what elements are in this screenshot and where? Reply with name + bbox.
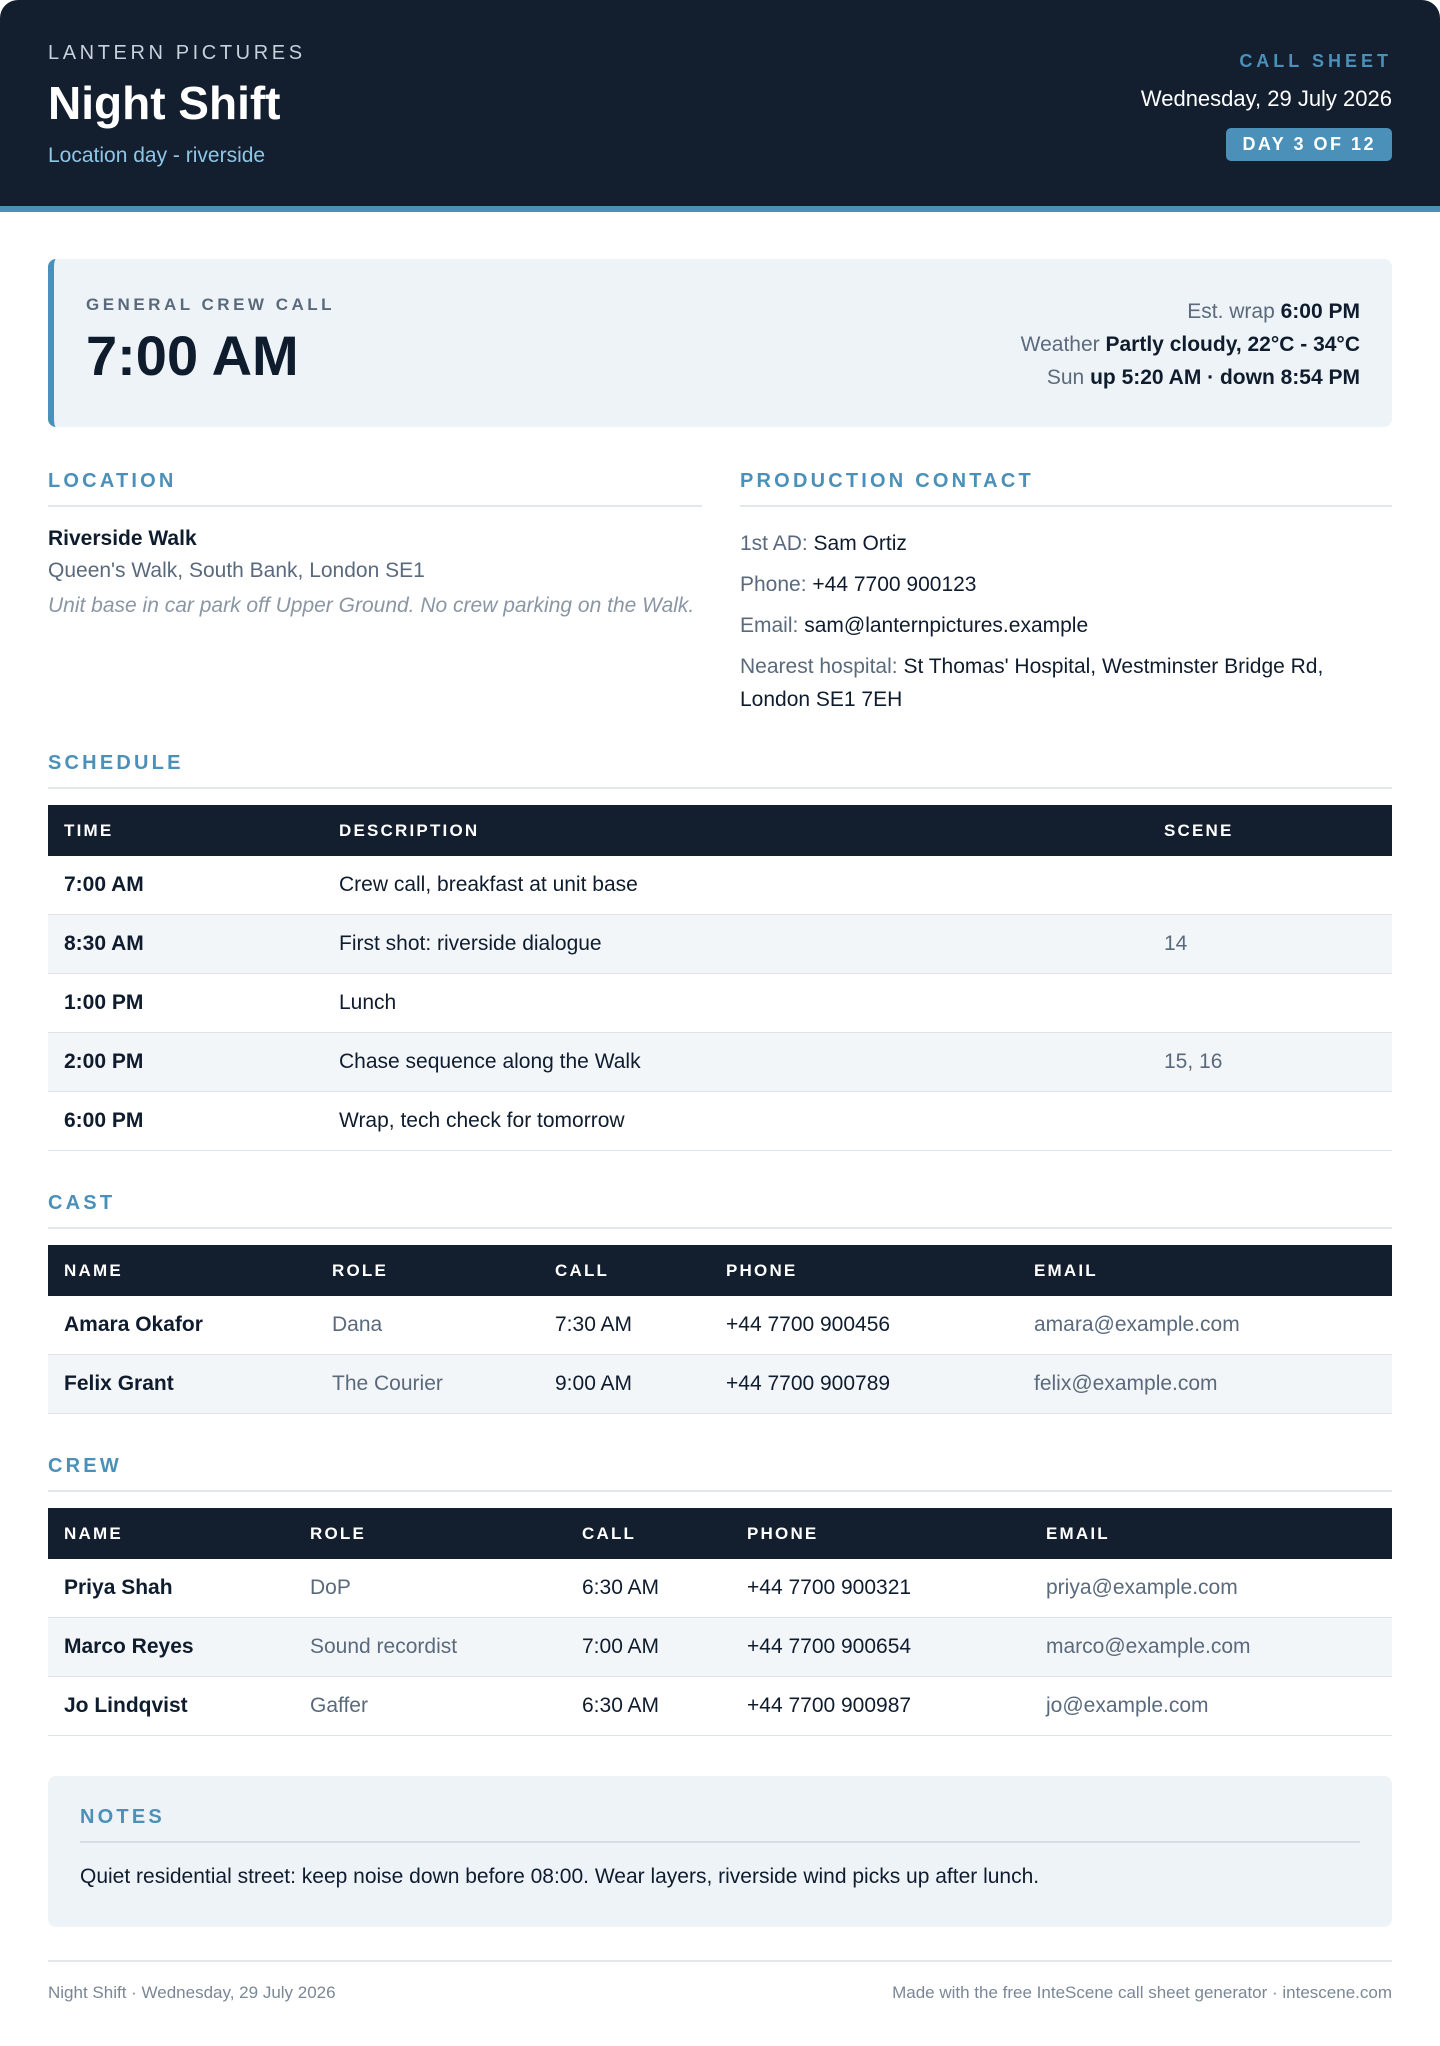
production-title: Night Shift (48, 77, 281, 129)
column-header: CALL (566, 1508, 731, 1559)
schedule-scene (1148, 974, 1392, 1033)
weather-value: Partly cloudy, 22°C - 34°C (1105, 333, 1360, 356)
wrap-line (1021, 295, 1360, 328)
sun-value: up 5:20 AM · down 8:54 PM (1090, 366, 1360, 389)
crew-role: Gaffer (294, 1677, 566, 1736)
crew-name: Priya Shah (48, 1559, 294, 1618)
footer (48, 1960, 1392, 2002)
cast-email[interactable]: felix@example.com (1018, 1355, 1392, 1414)
crew-table (48, 1508, 1392, 1736)
column-header: EMAIL (1030, 1508, 1392, 1559)
crew-header-row (48, 1508, 1392, 1559)
schedule-row (48, 974, 1392, 1033)
crew-email[interactable]: jo@example.com (1030, 1677, 1392, 1736)
hospital-label: Nearest hospital: (740, 655, 898, 678)
cast-call: 9:00 AM (539, 1355, 710, 1414)
crew-row (48, 1677, 1392, 1736)
general-call-panel (48, 259, 1392, 427)
column-header: TIME (48, 805, 323, 856)
column-header: EMAIL (1018, 1245, 1392, 1296)
location-address: Queen's Walk, South Bank, London SE1 (48, 559, 425, 582)
crew-role: DoP (294, 1559, 566, 1618)
phone-row (740, 568, 1392, 601)
shoot-date: Wednesday, 29 July 2026 (1140, 86, 1392, 111)
cast-email[interactable]: amara@example.com (1018, 1296, 1392, 1355)
notes-panel (48, 1776, 1392, 1927)
email-link[interactable]: sam@lanternpictures.example (804, 614, 1089, 637)
schedule-row (48, 915, 1392, 974)
crew-name: Jo Lindqvist (48, 1677, 294, 1736)
email-row (740, 609, 1392, 642)
crew-phone[interactable]: +44 7700 900987 (731, 1677, 1030, 1736)
cast-header-row (48, 1245, 1392, 1296)
location-section (48, 470, 702, 622)
email-label: Email: (740, 614, 799, 637)
hospital-row (740, 650, 1392, 716)
crew-call: 6:30 AM (566, 1677, 731, 1736)
hospital-value: St Thomas' Hospital, Westminster Bridge Rd, London SE1 7EH (740, 655, 1324, 711)
schedule-time: 6:00 PM (48, 1092, 323, 1151)
cast-name: Felix Grant (48, 1355, 316, 1414)
cast-role: The Courier (316, 1355, 539, 1414)
crew-call: 7:00 AM (566, 1618, 731, 1677)
location-name: Riverside Walk (48, 527, 197, 550)
column-header: NAME (48, 1508, 294, 1559)
schedule-section (48, 752, 1392, 1151)
schedule-row (48, 1033, 1392, 1092)
production-subtitle: Location day - riverside (48, 144, 266, 167)
schedule-scene (1148, 1092, 1392, 1151)
production-contact-section (740, 470, 1392, 716)
crew-name: Marco Reyes (48, 1618, 294, 1677)
footer-summary: Night Shift · Wednesday, 29 July 2026 (48, 1983, 336, 2002)
schedule-description: Crew call, breakfast at unit base (323, 856, 1148, 915)
column-header: ROLE (294, 1508, 566, 1559)
company-name: LANTERN PICTURES (48, 42, 306, 64)
cast-name: Amara Okafor (48, 1296, 316, 1355)
schedule-time: 2:00 PM (48, 1033, 323, 1092)
column-header: DESCRIPTION (323, 805, 1148, 856)
column-header: CALL (539, 1245, 710, 1296)
crew-call: 6:30 AM (566, 1559, 731, 1618)
first-ad-label: 1st AD: (740, 532, 808, 555)
schedule-row (48, 1092, 1392, 1151)
schedule-scene (1148, 856, 1392, 915)
cast-phone[interactable]: +44 7700 900789 (710, 1355, 1018, 1414)
crew-phone[interactable]: +44 7700 900321 (731, 1559, 1030, 1618)
cast-row (48, 1296, 1392, 1355)
cast-role: Dana (316, 1296, 539, 1355)
column-header: ROLE (316, 1245, 539, 1296)
schedule-time: 8:30 AM (48, 915, 323, 974)
phone-link[interactable]: +44 7700 900123 (812, 573, 977, 596)
column-header: PHONE (731, 1508, 1030, 1559)
column-header: PHONE (710, 1245, 1018, 1296)
call-info (1021, 295, 1360, 394)
wrap-label: Est. wrap (1187, 300, 1275, 323)
sun-label: Sun (1046, 366, 1085, 389)
cast-phone[interactable]: +44 7700 900456 (710, 1296, 1018, 1355)
document-type: CALL SHEET (1239, 51, 1392, 71)
call-time: 7:00 AM (86, 324, 299, 387)
schedule-table (48, 805, 1392, 1151)
schedule-scene: 14 (1148, 915, 1392, 974)
wrap-value: 6:00 PM (1280, 300, 1360, 323)
column-header: SCENE (1148, 805, 1392, 856)
contact-heading: PRODUCTION CONTACT (740, 470, 1392, 507)
cast-call: 7:30 AM (539, 1296, 710, 1355)
crew-email[interactable]: marco@example.com (1030, 1618, 1392, 1677)
first-ad-row (740, 527, 1392, 560)
sun-line (1021, 361, 1360, 394)
schedule-row (48, 856, 1392, 915)
notes-heading: NOTES (80, 1806, 1360, 1843)
crew-email[interactable]: priya@example.com (1030, 1559, 1392, 1618)
footer-credit-link[interactable]: Made with the free InteScene call sheet generator · intescene.com (892, 1983, 1392, 2002)
location-note: Unit base in car park off Upper Ground. No crew parking on the Walk. (48, 594, 695, 617)
cast-table (48, 1245, 1392, 1414)
cast-heading: CAST (48, 1192, 1392, 1229)
weather-label: Weather (1020, 333, 1100, 356)
crew-row (48, 1559, 1392, 1618)
cast-row (48, 1355, 1392, 1414)
location-heading: LOCATION (48, 470, 702, 507)
schedule-description: First shot: riverside dialogue (323, 915, 1148, 974)
schedule-description: Chase sequence along the Walk (323, 1033, 1148, 1092)
cast-section (48, 1192, 1392, 1414)
schedule-heading: SCHEDULE (48, 752, 1392, 789)
crew-phone[interactable]: +44 7700 900654 (731, 1618, 1030, 1677)
schedule-time: 7:00 AM (48, 856, 323, 915)
call-label: GENERAL CREW CALL (86, 295, 336, 314)
header (0, 0, 1440, 212)
schedule-scene: 15, 16 (1148, 1033, 1392, 1092)
notes-text: Quiet residential street: keep noise down before 08:00. Wear layers, riverside wind picks up after lunch. (80, 1865, 1040, 1888)
column-header: NAME (48, 1245, 316, 1296)
first-ad-value: Sam Ortiz (813, 532, 907, 555)
crew-heading: CREW (48, 1455, 1392, 1492)
crew-role: Sound recordist (294, 1618, 566, 1677)
schedule-description: Lunch (323, 974, 1148, 1033)
phone-label: Phone: (740, 573, 807, 596)
crew-row (48, 1618, 1392, 1677)
schedule-header-row (48, 805, 1392, 856)
day-badge: DAY 3 OF 12 (1226, 128, 1392, 161)
weather-line (1021, 328, 1360, 361)
schedule-description: Wrap, tech check for tomorrow (323, 1092, 1148, 1151)
schedule-time: 1:00 PM (48, 974, 323, 1033)
crew-section (48, 1455, 1392, 1736)
